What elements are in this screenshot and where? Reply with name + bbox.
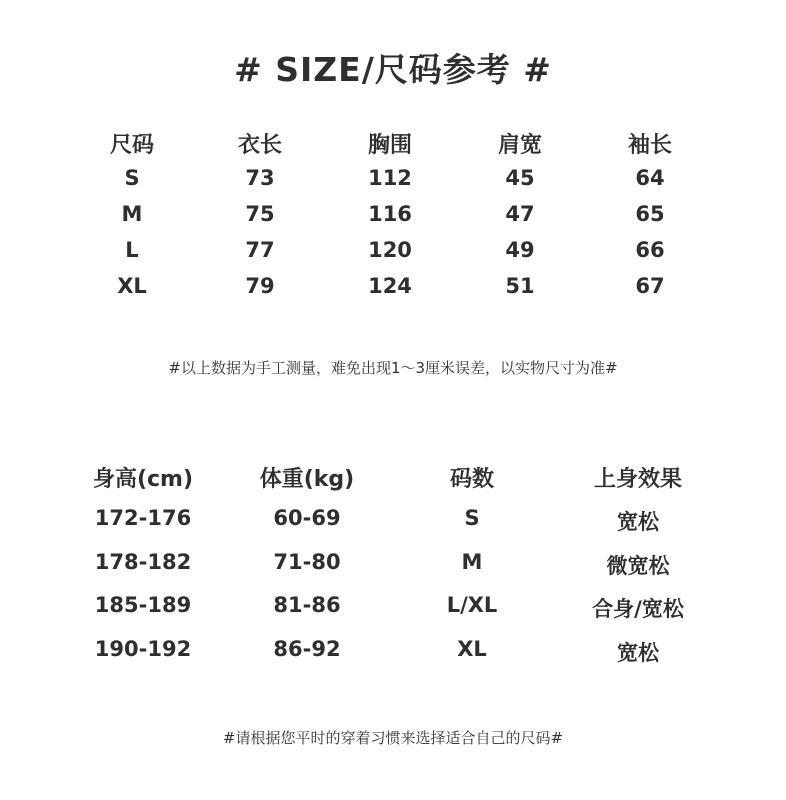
cell-chest: 120 [368, 238, 412, 262]
header-size: 码数 [449, 467, 495, 492]
table-row [0, 274, 786, 308]
cell-fit: 宽松 [617, 641, 659, 665]
table-row [0, 202, 786, 236]
cell-sleeve: 66 [635, 238, 665, 262]
header-height: 身高(cm) [92, 467, 194, 492]
cell-shoulder: 51 [505, 274, 535, 298]
cell-height: 178-182 [94, 550, 192, 574]
cell-size: M [121, 202, 143, 226]
cell-chest: 124 [368, 274, 412, 298]
cell-weight: 60-69 [273, 506, 341, 530]
page-title: # SIZE/尺码参考 # [234, 50, 552, 89]
cell-sleeve: 65 [635, 202, 665, 226]
header-fit: 上身效果 [593, 467, 683, 492]
cell-weight: 86-92 [273, 637, 341, 661]
header-length: 衣长 [237, 133, 283, 158]
table-row [0, 166, 786, 200]
cell-size: S [124, 166, 140, 190]
cell-fit: 宽松 [617, 510, 659, 534]
table-row [0, 593, 786, 627]
cell-height: 185-189 [94, 593, 192, 617]
cell-length: 75 [245, 202, 275, 226]
cell-size: S [464, 506, 480, 530]
table-row [0, 238, 786, 272]
cell-height: 172-176 [94, 506, 192, 530]
cell-sleeve: 67 [635, 274, 665, 298]
header-sleeve: 袖长 [627, 133, 673, 158]
cell-shoulder: 45 [505, 166, 535, 190]
table-row [0, 550, 786, 584]
header-chest: 胸围 [367, 133, 413, 158]
cell-size: L [125, 238, 139, 262]
cell-size: XL [117, 274, 147, 298]
cell-weight: 81-86 [273, 593, 341, 617]
measurement-note: #以上数据为手工测量，难免出现1～3厘米误差，以实物尺寸为准# [168, 359, 618, 377]
cell-fit: 合身/宽松 [592, 597, 684, 621]
cell-height: 190-192 [94, 637, 192, 661]
size-table-header [0, 128, 786, 162]
cell-length: 73 [245, 166, 275, 190]
header-shoulder: 肩宽 [497, 133, 543, 158]
cell-size: XL [457, 637, 487, 661]
cell-size: L/XL [446, 593, 498, 617]
fit-table-header [0, 462, 786, 496]
cell-chest: 112 [368, 166, 412, 190]
cell-weight: 71-80 [273, 550, 341, 574]
cell-length: 79 [245, 274, 275, 298]
header-size: 尺码 [109, 133, 155, 158]
cell-fit: 微宽松 [606, 554, 670, 578]
cell-sleeve: 64 [635, 166, 665, 190]
table-row [0, 637, 786, 671]
cell-shoulder: 49 [505, 238, 535, 262]
cell-shoulder: 47 [505, 202, 535, 226]
selection-note: #请根据您平时的穿着习惯来选择适合自己的尺码# [222, 729, 564, 747]
cell-size: M [461, 550, 483, 574]
cell-chest: 116 [368, 202, 412, 226]
table-row [0, 506, 786, 540]
cell-length: 77 [245, 238, 275, 262]
header-weight: 体重(kg) [259, 467, 355, 492]
